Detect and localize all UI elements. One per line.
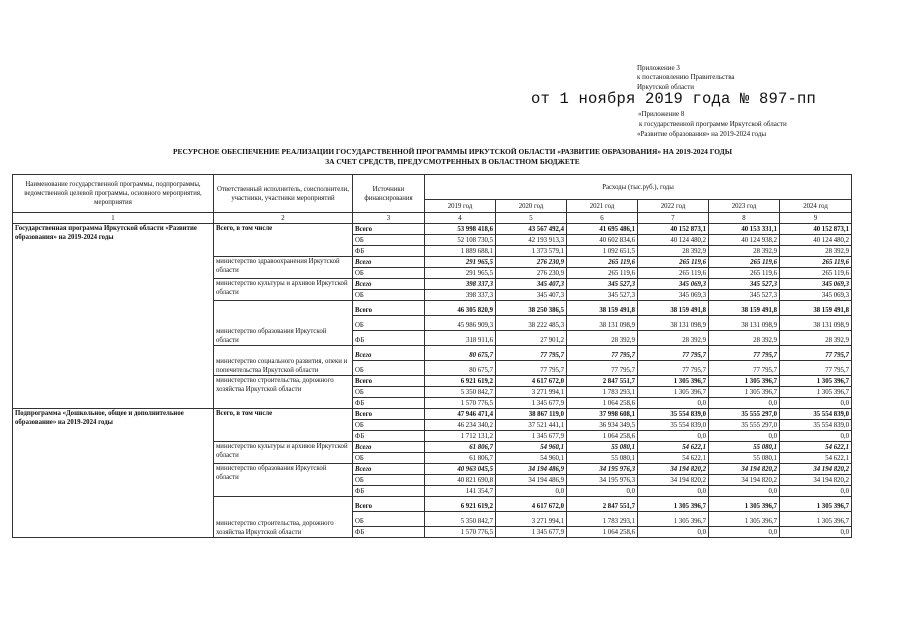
amount-cell: 54 622,1 [780, 442, 852, 453]
amount-cell: 345 527,3 [567, 279, 638, 290]
appendix-line: к постановлению Правительства [637, 73, 735, 82]
col-header-src: Источники финансирования [353, 175, 425, 213]
amount-cell: 2 847 551,7 [567, 376, 638, 387]
amount-cell: 34 194 486,9 [496, 475, 567, 486]
amount-cell: 1 305 396,7 [780, 376, 852, 387]
amount-cell: 52 108 730,5 [425, 235, 496, 246]
amount-cell: 38 159 491,8 [638, 301, 709, 316]
amount-cell: 0,0 [567, 486, 638, 497]
amount-cell: 28 392,9 [638, 331, 709, 346]
table-body [13, 224, 852, 538]
amount-cell: 0,0 [496, 486, 567, 497]
amount-cell: 318 911,6 [425, 331, 496, 346]
amount-cell: 1 305 396,7 [638, 376, 709, 387]
col-number: 1 [13, 213, 214, 224]
funding-source: ФБ [353, 246, 425, 257]
funding-source: ОБ [353, 453, 425, 464]
amount-cell: 27 901,2 [496, 331, 567, 346]
funding-source: Всего [353, 346, 425, 361]
amount-cell: 35 554 839,0 [638, 420, 709, 431]
amount-cell: 6 921 619,2 [425, 376, 496, 387]
year-header: 2024 год [780, 200, 852, 213]
amount-cell: 1 305 396,7 [709, 497, 780, 512]
appendix2-line: к государственной программе Иркутской области [639, 120, 787, 128]
amount-cell: 1 783 293,1 [567, 512, 638, 527]
amount-cell: 0,0 [780, 486, 852, 497]
amount-cell: 28 392,9 [780, 246, 852, 257]
amount-cell: 1 305 396,7 [780, 497, 852, 512]
amount-cell: 265 119,6 [567, 257, 638, 268]
amount-cell: 345 069,3 [638, 279, 709, 290]
resolution-stamp: от 1 ноября 2019 года № 897-пп [531, 90, 817, 108]
amount-cell: 0,0 [709, 398, 780, 409]
amount-cell: 5 350 842,7 [425, 387, 496, 398]
funding-source: ОБ [353, 268, 425, 279]
amount-cell: 0,0 [638, 486, 709, 497]
col-number: 5 [496, 213, 567, 224]
funding-source: Всего [353, 224, 425, 235]
amount-cell: 41 695 486,1 [567, 224, 638, 235]
funding-source: ОБ [353, 316, 425, 331]
resource-table [12, 174, 852, 538]
amount-cell: 40 124 480,2 [780, 235, 852, 246]
amount-cell: 38 131 098,9 [638, 316, 709, 331]
amount-cell: 54 622,1 [780, 453, 852, 464]
col-number: 7 [638, 213, 709, 224]
col-number: 8 [709, 213, 780, 224]
amount-cell: 40 153 331,1 [709, 224, 780, 235]
amount-cell: 55 080,1 [709, 453, 780, 464]
amount-cell: 47 946 471,4 [425, 409, 496, 420]
funding-source: ОБ [353, 475, 425, 486]
amount-cell: 1 064 258,6 [567, 527, 638, 538]
amount-cell: 141 354,7 [425, 486, 496, 497]
amount-cell: 54 960,1 [496, 442, 567, 453]
executor-cell: Всего, в том числе [214, 224, 353, 257]
amount-cell: 1 783 293,1 [567, 387, 638, 398]
amount-cell: 77 795,7 [496, 346, 567, 361]
year-header: 2023 год [709, 200, 780, 213]
amount-cell: 34 194 820,2 [780, 464, 852, 475]
document-subtitle: ЗА СЧЕТ СРЕДСТВ, ПРЕДУСМОТРЕННЫХ В ОБЛАСТНОМ БЮДЖЕТЕ [325, 157, 580, 166]
amount-cell: 345 069,3 [638, 290, 709, 301]
amount-cell: 38 159 491,8 [709, 301, 780, 316]
amount-cell: 77 795,7 [709, 361, 780, 376]
year-header: 2021 год [567, 200, 638, 213]
amount-cell: 45 986 909,3 [425, 316, 496, 331]
funding-source: Всего [353, 279, 425, 290]
funding-source: Всего [353, 409, 425, 420]
funding-source: ФБ [353, 398, 425, 409]
amount-cell: 398 337,3 [425, 279, 496, 290]
amount-cell: 36 934 349,5 [567, 420, 638, 431]
funding-source: ОБ [353, 512, 425, 527]
amount-cell: 40 963 045,5 [425, 464, 496, 475]
executor-cell: министерство образования Иркутской области [214, 301, 353, 346]
amount-cell: 345 069,3 [780, 279, 852, 290]
amount-cell: 1 345 677,9 [496, 431, 567, 442]
amount-cell: 37 521 441,1 [496, 420, 567, 431]
amount-cell: 4 617 672,0 [496, 497, 567, 512]
year-header: 2020 год [496, 200, 567, 213]
amount-cell: 54 622,1 [638, 453, 709, 464]
amount-cell: 38 867 119,0 [496, 409, 567, 420]
amount-cell: 34 194 486,9 [496, 464, 567, 475]
appendix-line: Иркутской области [637, 82, 695, 91]
amount-cell: 1 064 258,6 [567, 431, 638, 442]
amount-cell: 265 119,6 [780, 257, 852, 268]
amount-cell: 35 555 297,0 [709, 409, 780, 420]
col-number: 3 [353, 213, 425, 224]
amount-cell: 291 965,5 [425, 268, 496, 279]
amount-cell: 34 194 820,2 [780, 475, 852, 486]
program-name: Подпрограмма «Дошкольное, общее и дополнительное образование» на 2019-2024 годы [13, 409, 214, 538]
amount-cell: 46 234 340,2 [425, 420, 496, 431]
amount-cell: 40 124 938,2 [709, 235, 780, 246]
funding-source: ФБ [353, 431, 425, 442]
amount-cell: 28 392,9 [638, 246, 709, 257]
amount-cell: 37 998 608,1 [567, 409, 638, 420]
amount-cell: 40 602 834,6 [567, 235, 638, 246]
amount-cell: 54 960,1 [496, 453, 567, 464]
amount-cell: 77 795,7 [567, 361, 638, 376]
funding-source: ФБ [353, 331, 425, 346]
amount-cell: 0,0 [780, 527, 852, 538]
appendix2-line: «Приложение 8 [638, 110, 685, 118]
col-header-name: Наименование государственной программы, подпрограммы, ведомственной целевой программы, основного мероприятия, мероприятия [13, 175, 214, 213]
amount-cell: 345 527,3 [709, 279, 780, 290]
amount-cell: 1 064 258,6 [567, 398, 638, 409]
col-number: 6 [567, 213, 638, 224]
funding-source: Всего [353, 257, 425, 268]
funding-source: ФБ [353, 527, 425, 538]
funding-source: Всего [353, 464, 425, 475]
amount-cell: 0,0 [709, 486, 780, 497]
executor-cell: министерство культуры и архивов Иркутской области [214, 279, 353, 301]
amount-cell: 1 305 396,7 [709, 387, 780, 398]
amount-cell: 291 965,5 [425, 257, 496, 268]
amount-cell: 265 119,6 [780, 268, 852, 279]
amount-cell: 0,0 [638, 431, 709, 442]
amount-cell: 1 345 677,9 [496, 398, 567, 409]
amount-cell: 4 617 672,0 [496, 376, 567, 387]
amount-cell: 38 159 491,8 [780, 301, 852, 316]
amount-cell: 55 080,1 [567, 453, 638, 464]
amount-cell: 77 795,7 [567, 346, 638, 361]
amount-cell: 345 069,3 [780, 290, 852, 301]
amount-cell: 265 119,6 [567, 268, 638, 279]
amount-cell: 1 570 776,5 [425, 398, 496, 409]
amount-cell: 28 392,9 [567, 331, 638, 346]
amount-cell: 265 119,6 [638, 268, 709, 279]
amount-cell: 40 152 873,1 [780, 224, 852, 235]
year-header: 2019 год [425, 200, 496, 213]
amount-cell: 1 092 651,5 [567, 246, 638, 257]
amount-cell: 0,0 [780, 431, 852, 442]
funding-source: Всего [353, 442, 425, 453]
amount-cell: 35 554 839,0 [780, 409, 852, 420]
amount-cell: 398 337,3 [425, 290, 496, 301]
amount-cell: 1 889 688,1 [425, 246, 496, 257]
amount-cell: 46 305 820,9 [425, 301, 496, 316]
amount-cell: 38 131 098,9 [780, 316, 852, 331]
amount-cell: 1 345 677,9 [496, 527, 567, 538]
amount-cell: 42 193 913,3 [496, 235, 567, 246]
amount-cell: 35 554 839,0 [780, 420, 852, 431]
appendix-line: Приложение 3 [637, 64, 680, 72]
amount-cell: 265 119,6 [709, 268, 780, 279]
executor-cell: министерство социального развития, опеки и попечительства Иркутской области [214, 346, 353, 376]
amount-cell: 54 622,1 [638, 442, 709, 453]
amount-cell: 265 119,6 [709, 257, 780, 268]
executor-cell: министерство здравоохранения Иркутской области [214, 257, 353, 279]
table-row [13, 409, 852, 420]
amount-cell: 53 998 418,6 [425, 224, 496, 235]
amount-cell: 1 305 396,7 [638, 497, 709, 512]
amount-cell: 28 392,9 [709, 246, 780, 257]
amount-cell: 40 152 873,1 [638, 224, 709, 235]
amount-cell: 40 821 690,8 [425, 475, 496, 486]
amount-cell: 1 712 131,2 [425, 431, 496, 442]
amount-cell: 34 194 820,2 [709, 475, 780, 486]
amount-cell: 0,0 [709, 527, 780, 538]
amount-cell: 1 570 776,5 [425, 527, 496, 538]
amount-cell: 77 795,7 [638, 346, 709, 361]
appendix2-block [637, 109, 787, 139]
executor-cell: Всего, в том числе [214, 409, 353, 442]
amount-cell: 2 847 551,7 [567, 497, 638, 512]
amount-cell: 38 131 098,9 [567, 316, 638, 331]
executor-cell: министерство строительства, дорожного хозяйства Иркутской области [214, 376, 353, 409]
amount-cell: 34 194 820,2 [638, 475, 709, 486]
amount-cell: 77 795,7 [496, 361, 567, 376]
amount-cell: 55 080,1 [567, 442, 638, 453]
col-header-exec: Ответственный исполнитель, соисполнители, участники, участники мероприятий [214, 175, 353, 213]
amount-cell: 3 271 994,1 [496, 387, 567, 398]
amount-cell: 38 222 485,3 [496, 316, 567, 331]
amount-cell: 61 806,7 [425, 453, 496, 464]
amount-cell: 77 795,7 [780, 361, 852, 376]
funding-source: Всего [353, 376, 425, 387]
amount-cell: 0,0 [638, 527, 709, 538]
amount-cell: 80 675,7 [425, 361, 496, 376]
amount-cell: 345 407,3 [496, 290, 567, 301]
amount-cell: 1 305 396,7 [709, 376, 780, 387]
amount-cell: 276 230,9 [496, 257, 567, 268]
col-header-expenses: Расходы (тыс.руб.), годы [425, 175, 852, 200]
amount-cell: 1 373 579,1 [496, 246, 567, 257]
appendix-block [637, 64, 735, 92]
amount-cell: 77 795,7 [709, 346, 780, 361]
amount-cell: 38 159 491,8 [567, 301, 638, 316]
amount-cell: 1 305 396,7 [709, 512, 780, 527]
funding-source: ОБ [353, 387, 425, 398]
amount-cell: 34 194 820,2 [709, 464, 780, 475]
amount-cell: 61 806,7 [425, 442, 496, 453]
amount-cell: 35 555 297,0 [709, 420, 780, 431]
col-number: 4 [425, 213, 496, 224]
amount-cell: 276 230,9 [496, 268, 567, 279]
amount-cell: 38 131 098,9 [709, 316, 780, 331]
amount-cell: 345 527,3 [567, 290, 638, 301]
amount-cell: 0,0 [638, 398, 709, 409]
funding-source: ОБ [353, 235, 425, 246]
funding-source: ОБ [353, 420, 425, 431]
funding-source: ОБ [353, 290, 425, 301]
amount-cell: 1 305 396,7 [638, 512, 709, 527]
amount-cell: 265 119,6 [638, 257, 709, 268]
amount-cell: 28 392,9 [709, 331, 780, 346]
amount-cell: 1 305 396,7 [780, 512, 852, 527]
amount-cell: 35 554 839,0 [638, 409, 709, 420]
amount-cell: 3 271 994,1 [496, 512, 567, 527]
amount-cell: 43 567 492,4 [496, 224, 567, 235]
amount-cell: 40 124 480,2 [638, 235, 709, 246]
amount-cell: 0,0 [709, 431, 780, 442]
amount-cell: 77 795,7 [780, 346, 852, 361]
executor-cell: министерство строительства, дорожного хозяйства Иркутской области [214, 497, 353, 538]
amount-cell: 80 675,7 [425, 346, 496, 361]
amount-cell: 28 392,9 [780, 331, 852, 346]
year-header: 2022 год [638, 200, 709, 213]
amount-cell: 34 195 976,3 [567, 475, 638, 486]
program-name: Государственная программа Иркутской области «Развитие образования» на 2019-2024 годы [13, 224, 214, 409]
amount-cell: 34 194 820,2 [638, 464, 709, 475]
funding-source: Всего [353, 301, 425, 316]
executor-cell: министерство культуры и архивов Иркутской области [214, 442, 353, 464]
amount-cell: 6 921 619,2 [425, 497, 496, 512]
amount-cell: 5 350 842,7 [425, 512, 496, 527]
col-number: 2 [214, 213, 353, 224]
document-title: РЕСУРСНОЕ ОБЕСПЕЧЕНИЕ РЕАЛИЗАЦИИ ГОСУДАРСТВЕННОЙ ПРОГРАММЫ ИРКУТСКОЙ ОБЛАСТИ «РАЗВИТИЕ ОБРАЗОВАНИЯ» НА 2019-2024 ГОДЫ [173, 147, 732, 156]
executor-cell: министерство образования Иркутской области [214, 464, 353, 497]
amount-cell: 1 305 396,7 [780, 387, 852, 398]
amount-cell: 34 195 976,3 [567, 464, 638, 475]
amount-cell: 345 527,3 [709, 290, 780, 301]
amount-cell: 77 795,7 [638, 361, 709, 376]
amount-cell: 55 080,1 [709, 442, 780, 453]
funding-source: ОБ [353, 361, 425, 376]
appendix2-line: «Развитие образования» на 2019-2024 годы [637, 130, 767, 138]
amount-cell: 345 407,3 [496, 279, 567, 290]
funding-source: Всего [353, 497, 425, 512]
amount-cell: 38 250 386,5 [496, 301, 567, 316]
funding-source: ФБ [353, 486, 425, 497]
amount-cell: 0,0 [780, 398, 852, 409]
amount-cell: 1 305 396,7 [638, 387, 709, 398]
table-row [13, 224, 852, 235]
col-number: 9 [780, 213, 852, 224]
